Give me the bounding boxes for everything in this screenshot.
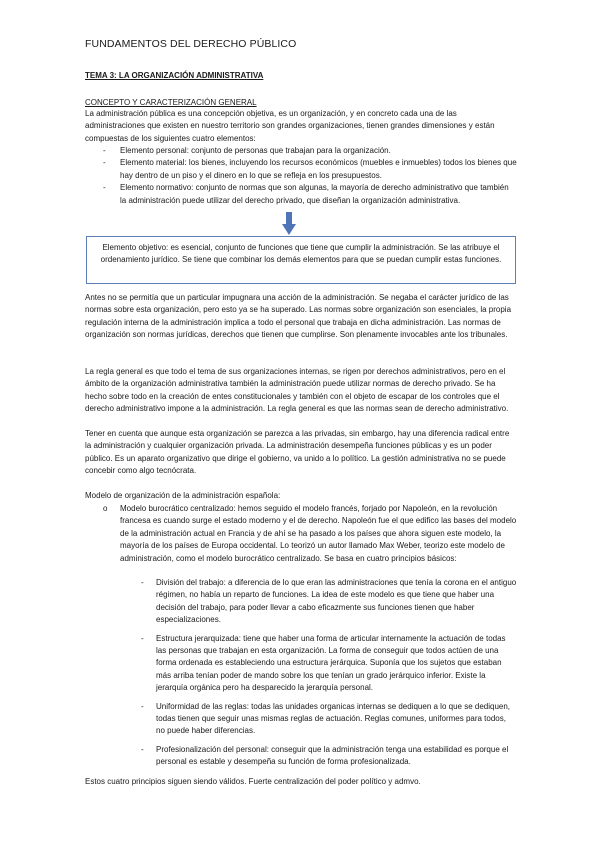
objective-element-box: Elemento objetivo: es esencial, conjunto de funciones que tiene que cumplir la administración. Se las atribuye el ordenamiento jurídico. Se tiene que combinar los demás elementos para que se puedan cumplir estas funciones. [86,236,516,284]
elements-list [103,145,517,207]
paragraph-1: Antes no se permitía que un particular impugnara una acción de la administración. Se negaba el carácter jurídico de las normas sobre esta organización, pero esto ya se ha superado. Las normas sobre organización son esenciales, la propia regulación interna de la administración implica a todo el personal que trabaja en dicha administración. Las normas de organización son normas jurídicas, derechos que tienen que cumplirse. Son plenamente invocables ante los tribunales. [85,293,512,340]
list-item: - Uniformidad de las reglas: todas las unidades organicas internas se dediquen a lo que se dediquen, todas tienen que seguir unas mismas reglas de actuación. Reglas comunes, uniformes para todos, no puede haber diferencias. [141,701,511,736]
list-item: - Estructura jerarquizada: tiene que haber una forma de articular internamente la actuación de todas las personas que trabajan en esta organización. La forma de conseguir que todos actúen de una forma ordenada es estableciendo una estructura jerárquica. Suponía que los sujetos que estaban más arriba tenían poder de mando sobre los que tenían un grado jerárquico inferior. Existe la jerarquía orgánica pero ha desparecido la jerarquía personal. [141,633,506,693]
list-item: - Elemento personal: conjunto de personas que trabajan para la organización. [103,146,391,155]
down-arrow-icon [282,212,296,236]
list-item: - Elemento normativo: conjunto de normas que son algunas, la mayoría de derecho administrativo que también la administración puede utilizar del derecho privado, que diseñan la organización administrativa. [103,183,509,205]
topic-heading: TEMA 3: LA ORGANIZACIÓN ADMINISTRATIVA [85,71,264,80]
document-title: FUNDAMENTOS DEL DERECHO PÚBLICO [85,38,297,50]
intro-paragraph: La administración pública es una concepción objetiva, es un organización, y en concreto cada una de las administraciones que existen en nuestro territorio son grandes organizaciones, tienen grandes dimensiones y están compuestas de los siguientes cuatro elementos: [85,109,495,143]
model-heading: Modelo de organización de la administración española: [85,491,281,500]
paragraph-3: Tener en cuenta que aunque esta organización se parezca a las privadas, sin embargo, hay una diferencia radical entre la administración y cualquier organización privada. La administración desempeña funciones públicas y es un poder público. Es un aparato organizativo que dirige el gobierno, va unido a lo político. La gestión administrativa no se puede concebir como algo tecnócrata. [85,429,510,476]
paragraph-2: La regla general es que todo el tema de sus organizaciones internas, se rigen por derechos administrativos, pero en el ámbito de la organización administrativa también la administración puede utilizar normas de derecho privado. Se ha hecho sobre todo en la creación de entes constitucionales y también con el objeto de escapar de los controles que el derecho administrativo impone a la administración. La regla general es que las normas sean de derecho administrativo. [85,367,509,414]
section-heading: CONCEPTO Y CARACTERIZACIÓN GENERAL [85,98,257,107]
principles-list [141,577,517,775]
list-item: - Profesionalización del personal: conseguir que la administración tenga una estabilidad es porque el personal es estable y desempeña su función de forma profesionalizada. [141,744,509,767]
list-item: - Elemento material: los bienes, incluyendo los recursos económicos (muebles e inmuebles) todos los bienes que hay dentro de un piso y el dinero en lo que se refleja en los presupuestos. [103,158,517,180]
list-item: - División del trabajo: a diferencia de lo que eran las administraciones que tenía la corona en el antiguo régimen, no había un reparto de funciones. La idea de este modelo es que tiene que haber una decisión del trabajo, para poder llevar a cabo eficazmente sus funciones tienen que haber especializaciones. [141,578,517,625]
closing-paragraph: Estos cuatro principios siguen siendo válidos. Fuerte centralización del poder político y admvo. [85,777,421,786]
model-item: o Modelo burocrático centralizado: hemos seguido el modelo francés, forjado por Napoleón, en la revolución francesa es cuando surge el estado moderno y el de derecho. Napoleón fue el que edifico las bases del modelo de la administración actual en Francia y de ahí se ha pasado a los países que ahora siguen este modelo, la mayoría de los países de Europa occidental. Lo teorizó un autor llamado Max Weber, teorizo este modelo de administración, como el modelo burocrático centralizado. Se basa en cuatro principios básicos: [103,504,517,563]
